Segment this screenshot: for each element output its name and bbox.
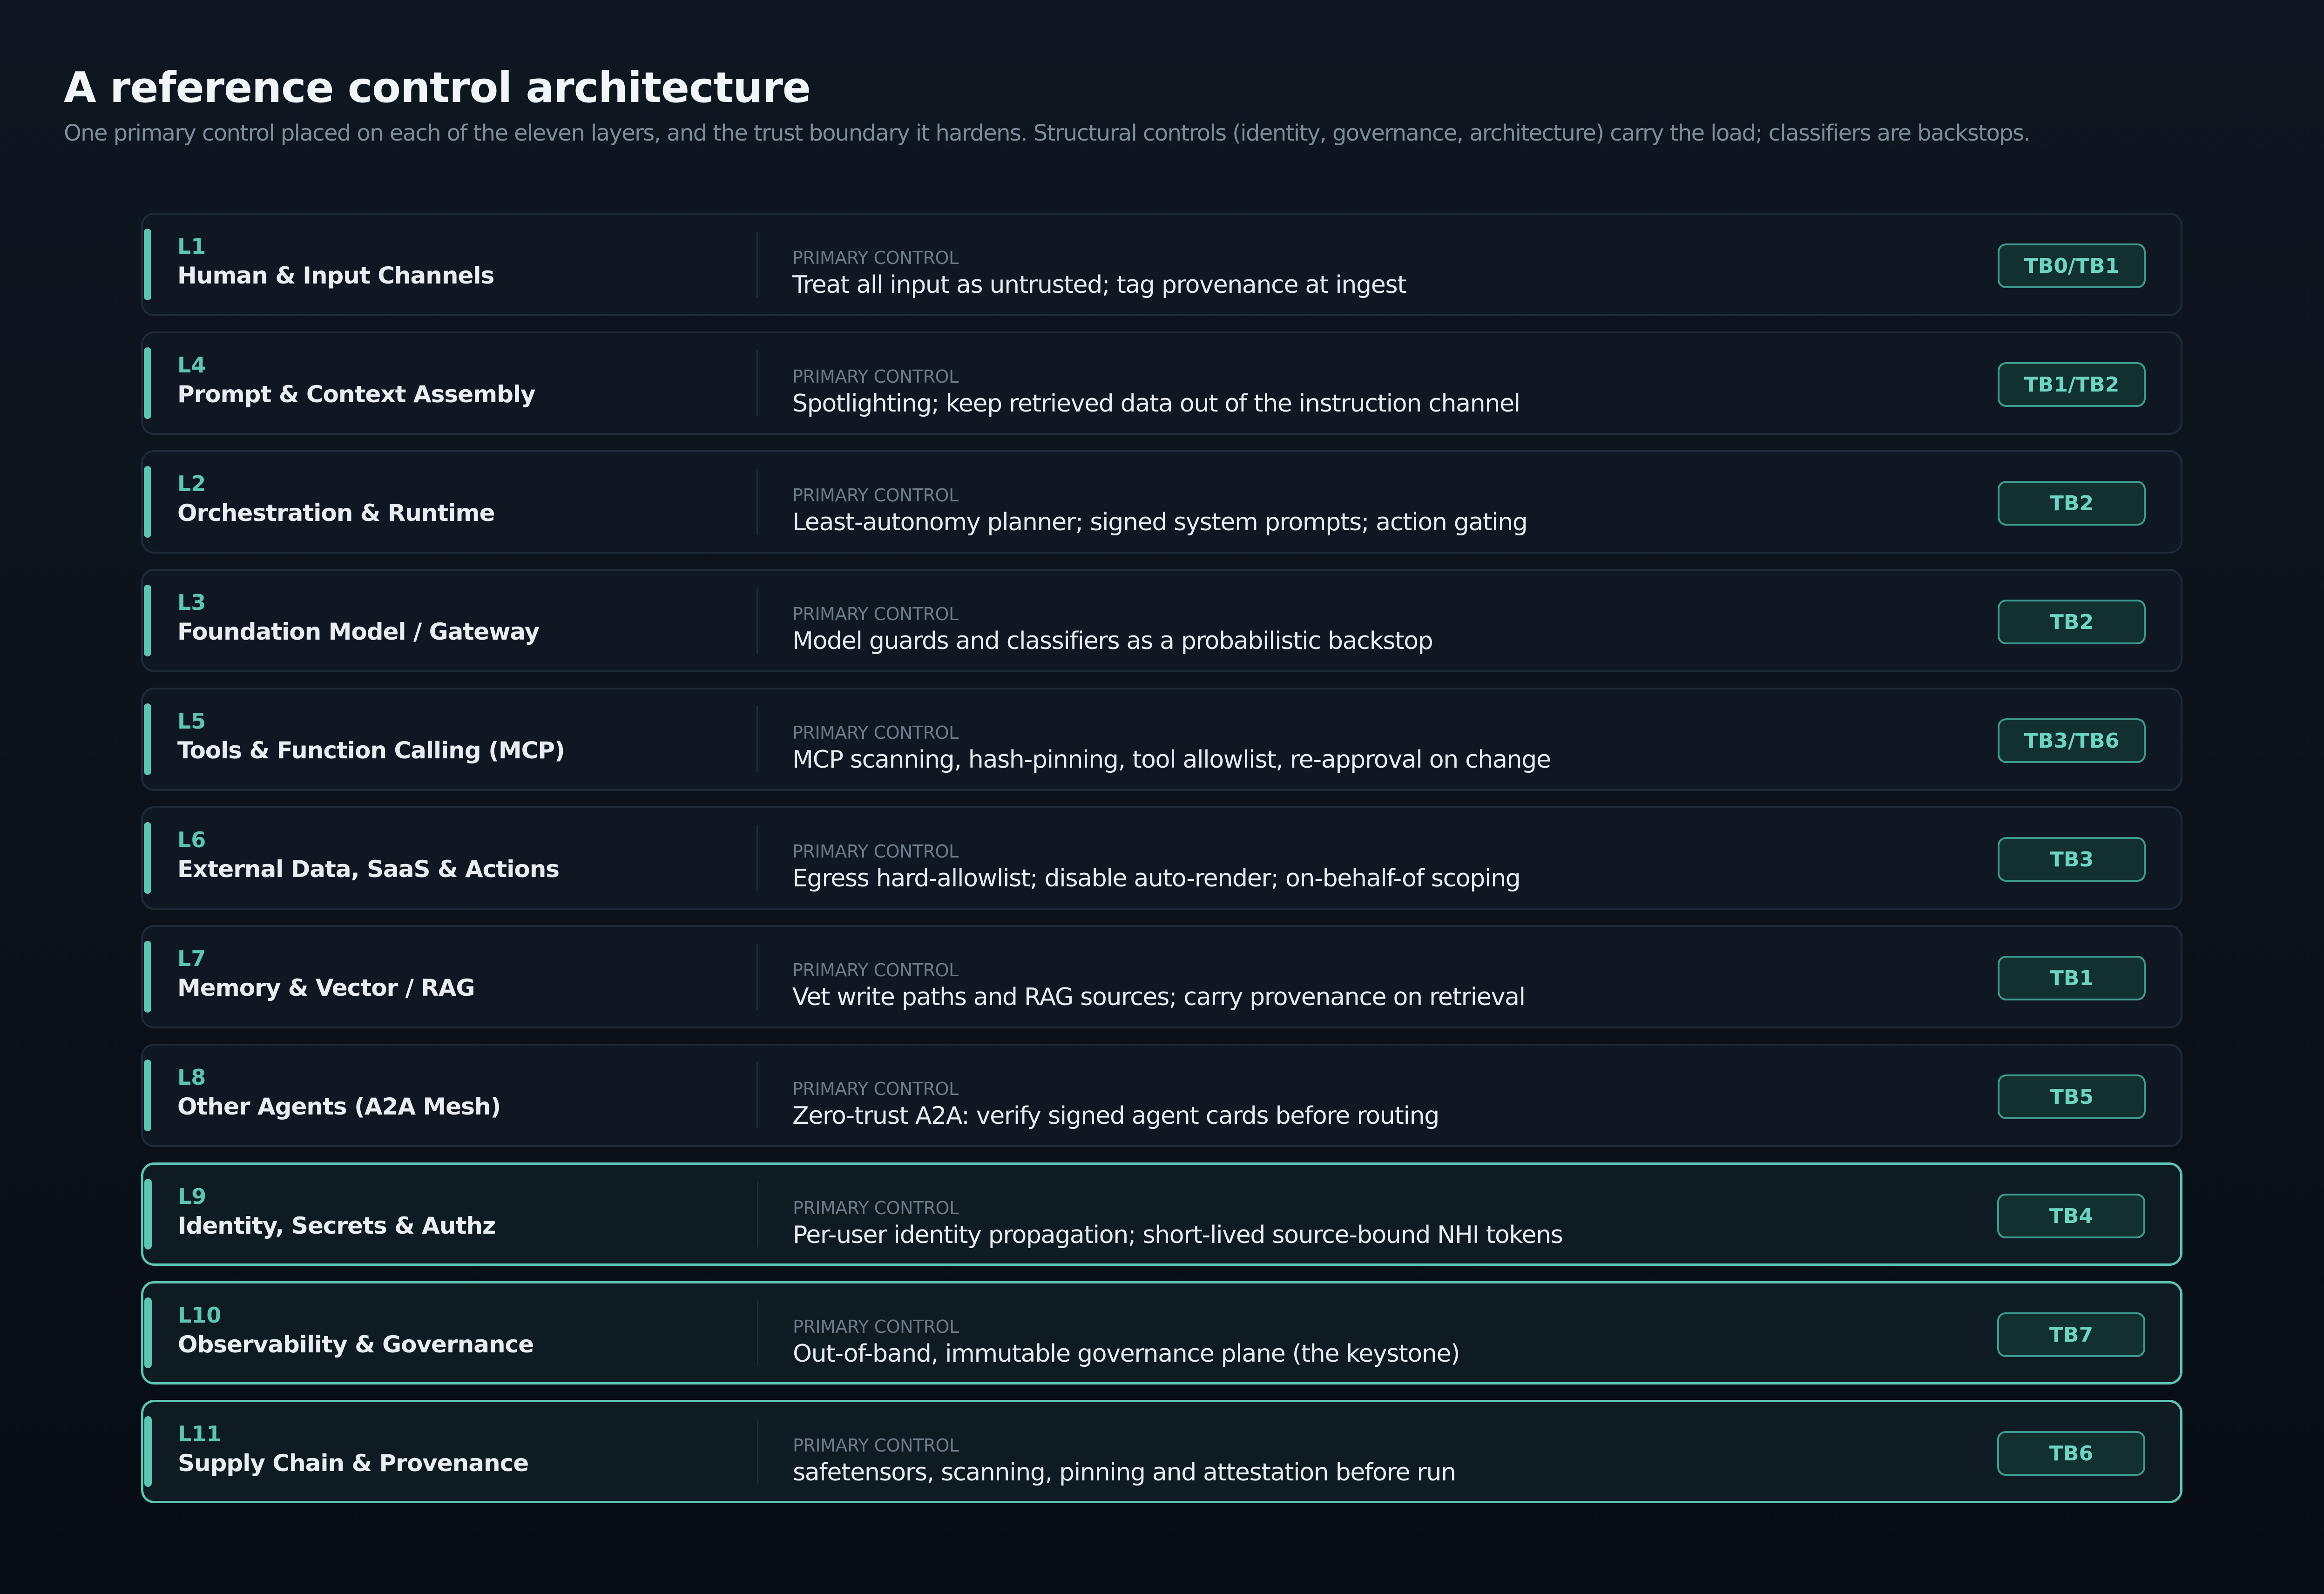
primary-control-label: PRIMARY CONTROL (792, 604, 959, 624)
layer-info (177, 588, 736, 647)
trust-boundary-badge: TB5 (1998, 1074, 2146, 1119)
column-divider (757, 944, 758, 1010)
layer-id: L1 (177, 234, 206, 259)
column-divider (757, 1062, 758, 1128)
primary-control (792, 485, 2096, 539)
primary-control (793, 1197, 2096, 1251)
primary-control (792, 722, 2096, 776)
accent-bar (144, 466, 151, 538)
trust-boundary-badge: TB3 (1998, 837, 2146, 882)
trust-boundary-badge: TB2 (1998, 481, 2146, 526)
primary-control (793, 1316, 2096, 1370)
layer-name: Other Agents (A2A Mesh) (177, 1093, 501, 1120)
column-divider (757, 588, 758, 654)
layer-info (178, 1420, 736, 1479)
layer-row (141, 806, 2182, 910)
column-divider (757, 231, 758, 297)
column-divider (757, 1300, 758, 1365)
primary-control-text: MCP scanning, hash-pinning, tool allowlist, re-approval on change (792, 746, 1551, 774)
layer-name: Supply Chain & Provenance (178, 1450, 529, 1477)
primary-control-label: PRIMARY CONTROL (792, 1079, 959, 1099)
layer-info (178, 1182, 736, 1241)
layer-control-list (141, 213, 2182, 1519)
primary-control-label: PRIMARY CONTROL (792, 960, 959, 980)
trust-boundary-badge: TB1/TB2 (1998, 362, 2146, 407)
layer-row (141, 1162, 2182, 1266)
layer-id: L6 (177, 827, 206, 852)
column-divider (757, 469, 758, 535)
primary-control-text: Out-of-band, immutable governance plane (the keystone) (793, 1340, 1460, 1368)
layer-name: Identity, Secrets & Authz (178, 1212, 496, 1239)
trust-boundary-badge: TB0/TB1 (1998, 243, 2146, 288)
trust-boundary-badge: TB2 (1998, 600, 2146, 644)
primary-control-label: PRIMARY CONTROL (792, 723, 959, 743)
layer-info (177, 945, 736, 1003)
primary-control-label: PRIMARY CONTROL (792, 248, 959, 268)
primary-control-label: PRIMARY CONTROL (792, 841, 959, 862)
primary-control-text: Per-user identity propagation; short-lived source-bound NHI tokens (793, 1221, 1563, 1249)
primary-control (792, 366, 2096, 420)
accent-bar (144, 1416, 152, 1487)
layer-id: L9 (178, 1184, 207, 1209)
layer-row (141, 450, 2182, 554)
primary-control-text: safetensors, scanning, pinning and attestation before run (793, 1459, 1456, 1486)
primary-control-text: Egress hard-allowlist; disable auto-render; on-behalf-of scoping (792, 865, 1520, 892)
layer-id: L11 (178, 1421, 222, 1446)
layer-row (141, 925, 2182, 1028)
primary-control (793, 1435, 2096, 1489)
accent-bar (144, 229, 151, 300)
primary-control (792, 247, 2096, 301)
layer-name: Orchestration & Runtime (177, 500, 495, 527)
layer-info (177, 351, 736, 410)
layer-info (177, 707, 736, 766)
trust-boundary-badge: TB6 (1997, 1431, 2145, 1476)
layer-id: L2 (177, 471, 206, 496)
header (64, 61, 2275, 148)
page-title: A reference control architecture (64, 63, 811, 112)
trust-boundary-badge: TB3/TB6 (1998, 718, 2146, 763)
accent-bar (144, 347, 151, 419)
primary-control (792, 1078, 2096, 1132)
primary-control-text: Spotlighting; keep retrieved data out of the instruction channel (792, 390, 1520, 418)
primary-control-text: Treat all input as untrusted; tag provenance at ingest (792, 271, 1406, 299)
primary-control (792, 959, 2096, 1013)
layer-info (178, 1301, 736, 1360)
primary-control-label: PRIMARY CONTROL (793, 1435, 959, 1456)
column-divider (757, 706, 758, 772)
layer-name: External Data, SaaS & Actions (177, 856, 560, 883)
layer-row (141, 213, 2182, 316)
layer-name: Human & Input Channels (177, 262, 494, 289)
layer-row (141, 569, 2182, 672)
primary-control-label: PRIMARY CONTROL (793, 1198, 959, 1218)
layer-name: Tools & Function Calling (MCP) (177, 737, 565, 764)
trust-boundary-badge: TB4 (1997, 1194, 2145, 1238)
layer-row (141, 1044, 2182, 1147)
primary-control-text: Zero-trust A2A: verify signed agent cards before routing (792, 1102, 1439, 1130)
layer-row (141, 331, 2182, 435)
layer-row (141, 1281, 2182, 1385)
page-subtitle: One primary control placed on each of the eleven layers, and the trust boundary it hardens. Structural controls (identity, governance, architecture) carry the load; classifiers are backstops. (64, 120, 2030, 146)
layer-info (177, 232, 736, 291)
accent-bar (144, 585, 151, 656)
accent-bar (144, 1179, 152, 1250)
column-divider (757, 350, 758, 416)
layer-name: Memory & Vector / RAG (177, 974, 475, 1001)
layer-id: L10 (178, 1303, 222, 1328)
primary-control-text: Vet write paths and RAG sources; carry provenance on retrieval (792, 983, 1525, 1011)
primary-control (792, 603, 2096, 657)
layer-id: L4 (177, 352, 206, 378)
primary-control-text: Least-autonomy planner; signed system prompts; action gating (792, 508, 1527, 536)
layer-name: Observability & Governance (178, 1331, 534, 1358)
accent-bar (144, 1060, 151, 1131)
layer-id: L8 (177, 1065, 206, 1090)
primary-control-label: PRIMARY CONTROL (792, 485, 959, 506)
layer-id: L5 (177, 709, 206, 734)
layer-info (177, 1063, 736, 1122)
accent-bar (144, 1297, 152, 1368)
layer-row (141, 688, 2182, 791)
trust-boundary-badge: TB1 (1998, 956, 2146, 1000)
accent-bar (144, 941, 151, 1013)
primary-control-label: PRIMARY CONTROL (793, 1317, 959, 1337)
column-divider (757, 1419, 758, 1484)
column-divider (757, 1182, 758, 1247)
layer-id: L3 (177, 590, 206, 615)
primary-control-label: PRIMARY CONTROL (792, 366, 959, 387)
trust-boundary-badge: TB7 (1997, 1312, 2145, 1357)
accent-bar (144, 703, 151, 775)
column-divider (757, 825, 758, 891)
layer-name: Foundation Model / Gateway (177, 618, 540, 645)
layer-info (177, 826, 736, 885)
layer-id: L7 (177, 946, 206, 971)
primary-control (792, 841, 2096, 895)
primary-control-text: Model guards and classifiers as a probabilistic backstop (792, 627, 1433, 655)
layer-info (177, 470, 736, 528)
accent-bar (144, 822, 151, 894)
layer-row (141, 1400, 2182, 1503)
layer-name: Prompt & Context Assembly (177, 381, 535, 408)
